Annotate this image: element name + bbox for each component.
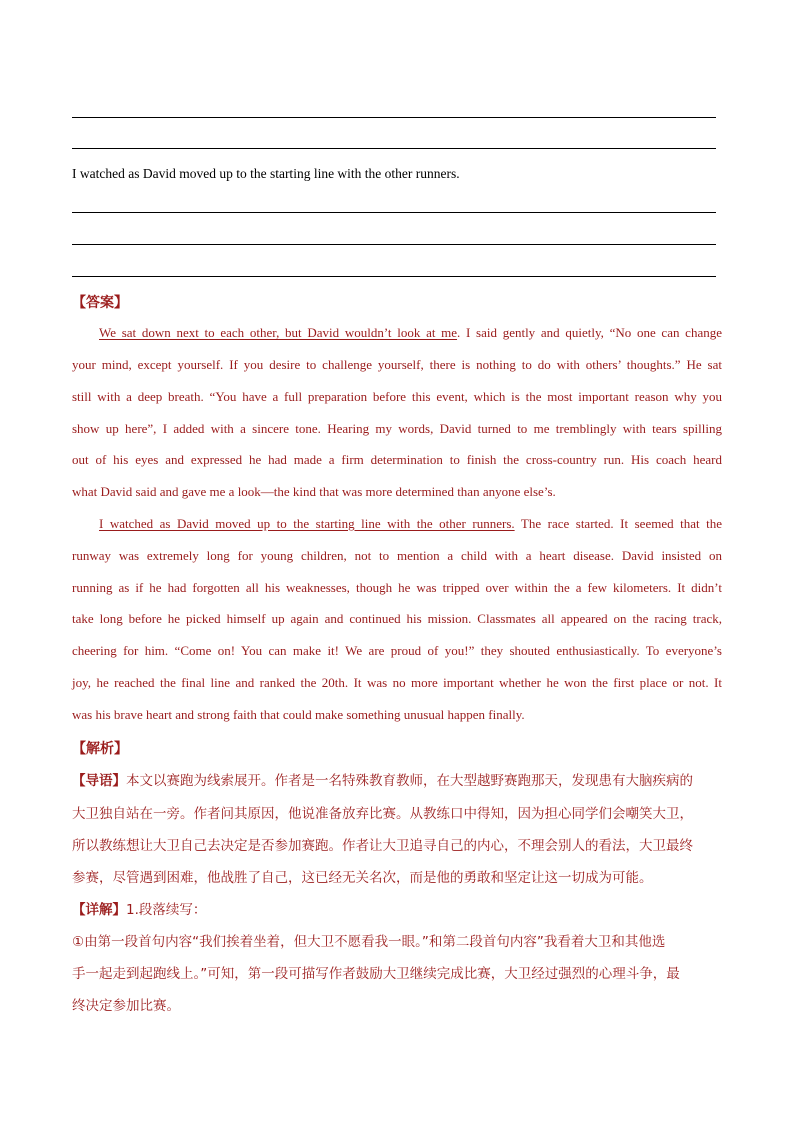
analysis-heading: 【解析】 xyxy=(72,741,128,757)
guide-line1: 【导语】本文以赛跑为线索展开。作者是一名特殊教育教师，在大型越野赛跑那天，发现患有大脑疾病的 xyxy=(72,773,693,789)
prompt-sentence: I watched as David moved up to the starting line with the other runners. xyxy=(72,166,460,181)
writing-line xyxy=(72,276,716,277)
writing-line xyxy=(72,148,716,149)
answer-para2-line2: runway was extremely long for young children, not to mention a child with a heart disease. David insisted on xyxy=(72,548,722,563)
answer-para2-line3: running as if he had forgotten all his weaknesses, though he was tripped over within the a few kilometers. It didn’t xyxy=(72,580,722,595)
para2-lead-sentence: I watched as David moved up to the starting line with the other runners. xyxy=(99,516,515,531)
answer-para2-line5: cheering for him. “Come on! You can make it! We are proud of you!” they shouted enthusiastically. To everyone’s xyxy=(72,643,722,658)
answer-para1-line5: out of his eyes and expressed he had made a firm determination to finish the cross-country run. His coach heard xyxy=(72,452,722,467)
answer-para2-line7: was his brave heart and strong faith that could make something unusual happen finally. xyxy=(72,707,525,722)
answer-para1-line3: still with a deep breath. “You have a full preparation before this event, which is the most important reason why you xyxy=(72,389,722,404)
guide-line4: 参赛，尽管遇到困难，他战胜了自己，这已经无关名次，而是他的勇敢和坚定让这一切成为可能。 xyxy=(72,870,653,886)
answer-para1-line1: We sat down next to each other, but David wouldn’t look at me. I said gently and quietly, “No one can change xyxy=(99,325,722,340)
writing-line xyxy=(72,212,716,213)
detail-line2: 手一起走到起跑线上。”可知，第一段可描写作者鼓励大卫继续完成比赛，大卫经过强烈的心理斗争，最 xyxy=(72,966,680,982)
guide-line3: 所以教练想让大卫自己去决定是否参加赛跑。作者让大卫追寻自己的内心，不理会别人的看法，大卫最终 xyxy=(72,838,693,854)
guide-line2: 大卫独自站在一旁。作者问其原因，他说准备放弃比赛。从教练口中得知，因为担心同学们会嘲笑大卫， xyxy=(72,806,693,822)
answer-para1-line6: what David said and gave me a look—the kind that was more determined than anyone else’s. xyxy=(72,484,556,499)
para1-lead-sentence: We sat down next to each other, but David wouldn’t look at me xyxy=(99,325,458,340)
writing-line xyxy=(72,117,716,118)
writing-line xyxy=(72,244,716,245)
detail-line3: 终决定参加比赛。 xyxy=(72,998,180,1014)
answer-heading: 【答案】 xyxy=(72,295,128,311)
detail-line1: ①由第一段首句内容“我们挨着坐着，但大卫不愿看我一眼。”和第二段首句内容”我看着大卫和其他选 xyxy=(72,934,666,950)
answer-para2-line1: I watched as David moved up to the starting line with the other runners. The race started. It seemed that the xyxy=(99,516,722,531)
detail-heading: 【详解】1.段落续写： xyxy=(72,902,207,918)
detail-tag: 【详解】 xyxy=(72,902,126,918)
answer-para2-line4: take long before he picked himself up again and continued his mission. Classmates all appeared on the racing track, xyxy=(72,611,722,626)
answer-para1-line2: your mind, except yourself. If you desire to challenge yourself, there is nothing to do with others’ thoughts.” He sat xyxy=(72,357,722,372)
guide-tag: 【导语】 xyxy=(72,773,126,789)
answer-para1-line4: show up here”, I added with a sincere tone. Hearing my words, David turned to me tremblingly with tears spilling xyxy=(72,421,722,436)
answer-para2-line6: joy, he reached the final line and ranked the 20th. It was no more important whether he won the first place or not. It xyxy=(72,675,722,690)
